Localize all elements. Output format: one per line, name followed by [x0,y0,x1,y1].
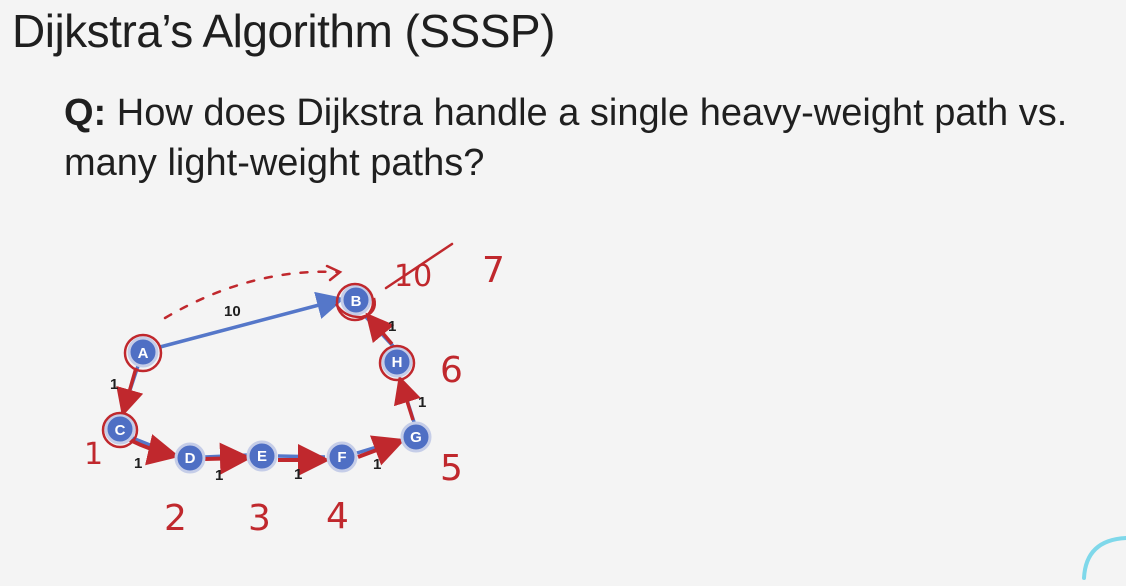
edge-label-a-b: 10 [224,303,241,320]
slide-title: Dijkstra’s Algorithm (SSSP) [12,5,555,57]
question-prefix: Q: [64,92,107,134]
edge-label-a-c: 1 [110,376,119,393]
node-d [176,444,204,472]
node-a [125,335,161,371]
annotation-f: 4 [326,496,349,537]
node-f-label: F [337,449,347,466]
node-f [328,443,356,471]
annotation-b-old: 10 [394,259,433,294]
annotation-e: 3 [248,498,271,539]
dashed-arc-arrowhead [327,266,340,280]
node-b-label: B [350,293,362,310]
edge-label-h-b: 1 [388,318,397,335]
node-a-label: A [137,345,149,362]
edge-label-g-h: 1 [418,394,427,411]
node-g [402,423,430,451]
node-g-label: G [410,429,422,446]
annotation-g: 5 [440,448,463,489]
node-c [103,413,137,447]
annotation-b-new: 7 [482,250,505,291]
annotation-h: 6 [440,350,463,391]
question-text: How does Dijkstra handle a single heavy-weight path vs. many light-weight paths? [64,92,1068,184]
edge-e-f [278,456,325,457]
node-d-label: D [184,450,196,467]
corner-accent [1080,526,1126,586]
dashed-arc [165,272,338,318]
edge-label-d-e: 1 [215,467,224,484]
annotation-c: 1 [84,437,104,472]
red-path-d-e [205,458,244,459]
node-c-label: C [114,422,126,439]
edge-label-f-g: 1 [373,456,382,473]
red-path-g-h [401,382,413,420]
node-b [336,284,375,320]
node-h-label: H [391,354,403,371]
edge-label-e-f: 1 [294,466,303,483]
edge-label-c-d: 1 [134,455,143,472]
red-path-a-c [124,368,136,410]
node-h [380,346,414,380]
node-e [248,442,276,470]
node-e-label: E [256,448,268,465]
red-path-c-d [130,440,172,455]
annotation-d: 2 [164,498,187,539]
